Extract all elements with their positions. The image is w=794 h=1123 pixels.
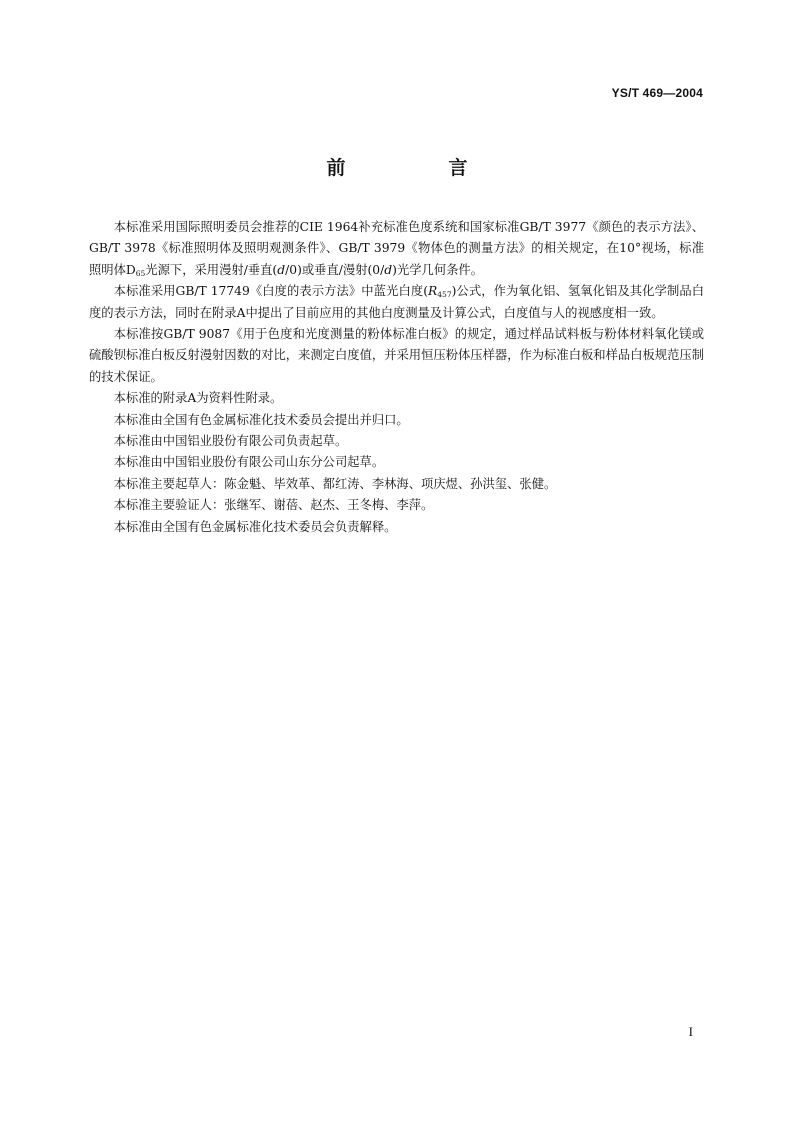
paragraph-white-board: 本标准按GB/T 9087《用于色度和光度测量的粉体标准白板》的规定，通过样品试料板与粉体材料氧化镁或硫酸钡标准白板反射漫射因数的对比，来测定白度值，并采用恒压粉体压样器，作为标准白板和样品白板规范压制的技术保证。 <box>89 327 704 384</box>
page-number: I <box>688 1024 693 1039</box>
illuminant-symbol: $D_{65}$ <box>125 262 146 278</box>
paragraph-whiteness-formula <box>89 281 704 324</box>
paragraph-interpretation: 本标准由全国有色金属标准化技术委员会负责解释。 <box>113 519 397 534</box>
paragraph-text: )光学几何条件。 <box>392 262 484 277</box>
paragraph-annex: 本标准的附录A为资料性附录。 <box>113 391 283 406</box>
paragraph-drafting-unit: 本标准由中国铝业股份有限公司山东分公司起草。 <box>113 455 385 470</box>
standard-code: YS/T 469—2004 <box>611 86 703 100</box>
paragraph-text: )公式，作为氧化铝、氢氧化铝及其化学制品白度的表示方法，同时在附录A中提出了目前应用的其他白度测量及计算公式，白度值与人的视感度相一致。 <box>89 284 704 320</box>
page-title: 前 言 <box>326 157 510 179</box>
paragraph-text: /0)或垂直/漫射(0/ <box>285 262 385 277</box>
paragraph-colorimetric-system <box>89 217 704 281</box>
paragraph-drafters: 本标准主要起草人：陈金魁、毕效革、都红涛、李林海、项庆煜、孙洪玺、张健。 <box>113 476 557 491</box>
paragraph-text: 本标准采用GB/T 17749《白度的表示方法》中蓝光白度( <box>113 284 429 299</box>
paragraph-text: 本标准采用国际照明委员会推荐的CIE 1964补充标准色度系统和国家标准GB/T 3977《颜色的表示方法》、GB/T 3978《标准照明体及照明观测条件》、GB/T 3979《物体色的测量方法》的相关规定，在10°视场，标准照明体 <box>89 220 704 277</box>
paragraph-verifiers: 本标准主要验证人：张继军、谢蓓、赵杰、王冬梅、李萍。 <box>113 498 434 513</box>
geometry-symbol: d <box>384 262 393 277</box>
paragraph-responsible-drafter: 本标准由中国铝业股份有限公司负责起草。 <box>113 434 348 449</box>
foreword-body <box>89 217 704 538</box>
geometry-symbol: d <box>277 262 286 277</box>
paragraph-text: 光源下，采用漫射/垂直( <box>145 262 278 277</box>
paragraph-proposer: 本标准由全国有色金属标准化技术委员会提出并归口。 <box>113 412 409 427</box>
whiteness-symbol: $R_{457}$ <box>428 284 452 300</box>
